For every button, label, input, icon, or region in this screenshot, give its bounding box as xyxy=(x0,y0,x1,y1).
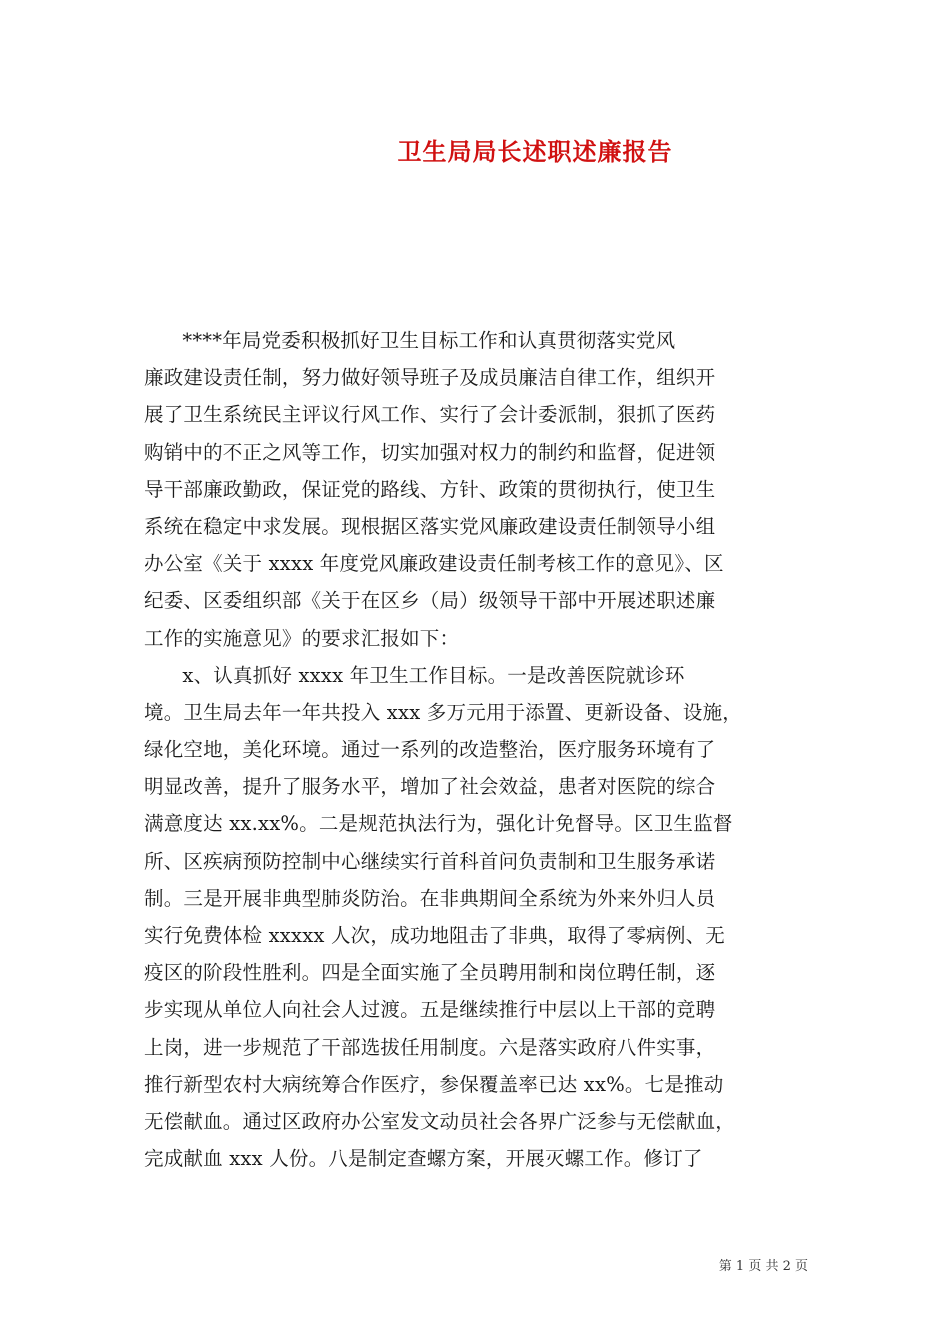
text-line: 完成献血 xxx 人份。八是制定查螺方案，开展灭螺工作。修订了 xyxy=(144,1147,703,1171)
text-line: 所、区疾病预防控制中心继续实行首科首问负责制和卫生服务承诺 xyxy=(144,849,716,873)
document-title: 卫生局局长述职述廉报告 xyxy=(397,137,673,166)
text-line: 纪委、区委组织部《关于在区乡（局）级领导干部中开展述职述廉 xyxy=(144,589,716,613)
text-line: 购销中的不正之风等工作，切实加强对权力的制约和监督，促进领 xyxy=(144,440,716,464)
text-line: 满意度达 xx.xx%。二是规范执法行为，强化计免督导。区卫生监督 xyxy=(144,812,733,836)
page-footer: 第 1 页 共 2 页 xyxy=(718,1259,808,1274)
text-line: 推行新型农村大病统筹合作医疗，参保覆盖率已达 xx%。七是推动 xyxy=(144,1072,724,1096)
text-line: x、认真抓好 xxxx 年卫生工作目标。一是改善医院就诊环 xyxy=(144,663,685,687)
text-line: 制。三是开展非典型肺炎防治。在非典期间全系统为外来外归人员 xyxy=(144,886,716,910)
text-line: 步实现从单位人向社会人过渡。五是继续推行中层以上干部的竞聘 xyxy=(144,998,716,1022)
text-line: 上岗，进一步规范了干部选拔任用制度。六是落实政府八件实事， xyxy=(144,1035,716,1059)
text-line: 疫区的阶段性胜利。四是全面实施了全员聘用制和岗位聘任制，逐 xyxy=(144,961,716,985)
text-line: 系统在稳定中求发展。现根据区落实党风廉政建设责任制领导小组 xyxy=(144,514,716,538)
text-line: 办公室《关于 xxxx 年度党风廉政建设责任制考核工作的意见》、区 xyxy=(144,552,724,576)
text-line: 展了卫生系统民主评议行风工作、实行了会计委派制，狠抓了医药 xyxy=(144,403,716,427)
text-line: 境。卫生局去年一年共投入 xxx 多万元用于添置、更新设备、设施， xyxy=(144,700,742,724)
text-line: 绿化空地，美化环境。通过一系列的改造整治，医疗服务环境有了 xyxy=(144,738,716,762)
text-line: ****年局党委积极抓好卫生目标工作和认真贯彻落实党风 xyxy=(144,329,676,352)
text-line: 工作的实施意见》的要求汇报如下： xyxy=(144,626,460,650)
text-line: 实行免费体检 xxxxx 人次，成功地阻击了非典，取得了零病例、无 xyxy=(144,924,725,947)
text-line: 无偿献血。通过区政府办公室发文动员社会各界广泛参与无偿献血， xyxy=(144,1109,736,1133)
document-body xyxy=(144,322,806,1177)
text-line: 导干部廉政勤政，保证党的路线、方针、政策的贯彻执行，使卫生 xyxy=(144,477,716,501)
text-line: 明显改善，提升了服务水平，增加了社会效益，患者对医院的综合 xyxy=(144,775,716,799)
text-line: 廉政建设责任制，努力做好领导班子及成员廉洁自律工作，组织开 xyxy=(144,366,716,390)
